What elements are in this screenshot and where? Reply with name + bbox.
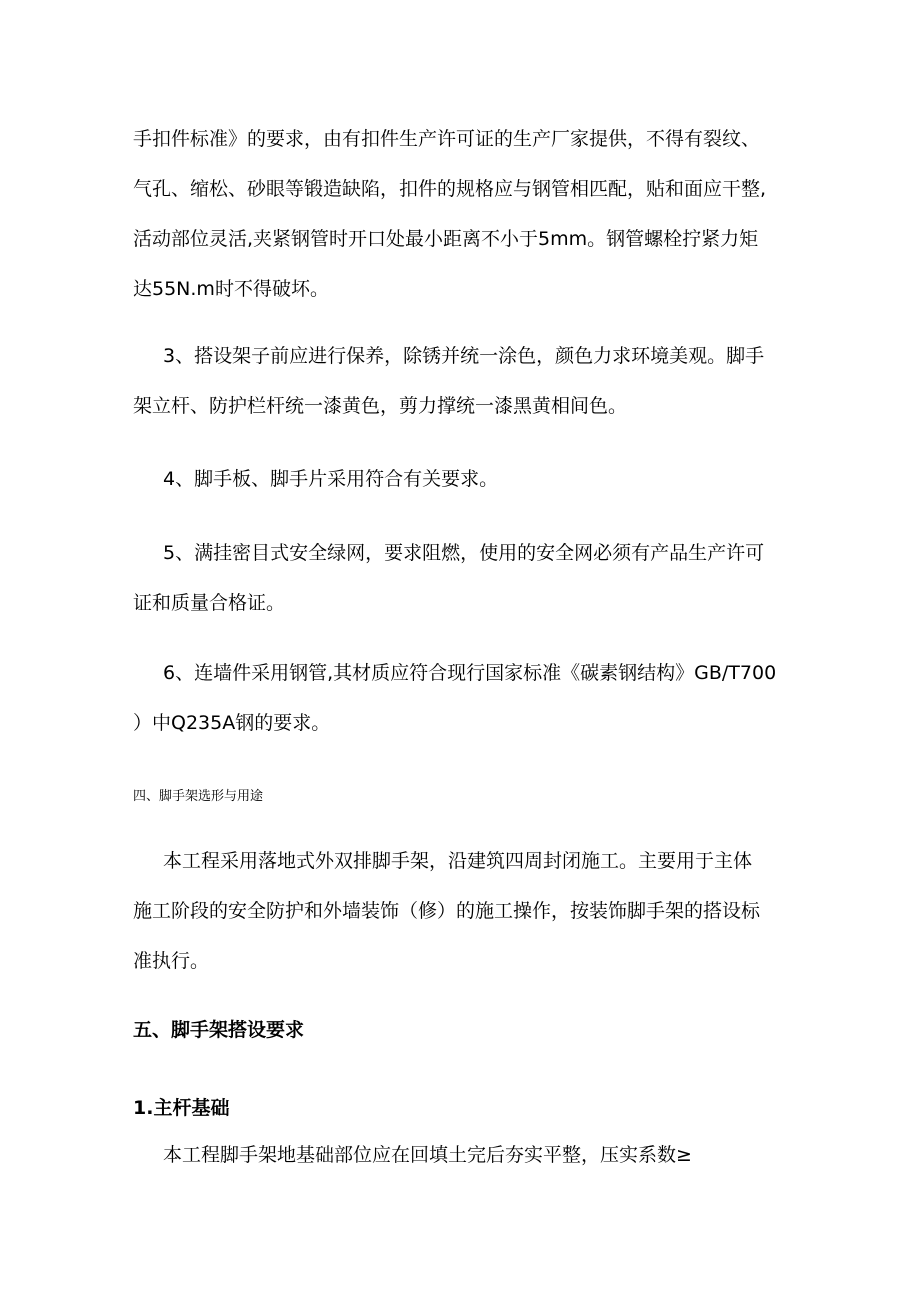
text-line: 证和质量合格证。: [133, 592, 286, 614]
text-line: 施工阶段的安全防护和外墙装饰（修）的施工操作，按装饰脚手架的搭设标: [133, 900, 761, 922]
text-line: 5、满挂密目式安全绿网，要求阻燃，使用的安全网必须有产品生产许可: [163, 542, 765, 564]
section-4-title: 四、脚手架选形与用途: [133, 789, 264, 804]
paragraph-foundation: [133, 1130, 805, 1180]
text-line: 6、连墙件采用钢管,其材质应符合现行国家标准《碳素钢结构》GB/T700: [163, 662, 777, 684]
paragraph-item-3: [133, 331, 805, 431]
text-line: 活动部位灵活,夹紧钢管时开口处最小距离不小于5mm。钢管螺栓拧紧力矩: [133, 228, 759, 250]
text-line: ）中Q235A钢的要求。: [133, 712, 331, 734]
text-line: 本工程采用落地式外双排脚手架，沿建筑四周封闭施工。主要用于主体: [163, 850, 753, 872]
text-line: 手扣件标准》的要求，由有扣件生产许可证的生产厂家提供，不得有裂纹、: [133, 128, 761, 150]
paragraph-scaffold-type: [133, 836, 805, 986]
paragraph-item-4: [133, 454, 805, 504]
paragraph-fastener-standard: [133, 114, 805, 314]
text-line: 4、脚手板、脚手片采用符合有关要求。: [163, 468, 499, 490]
subsection-1-title: 1.主杆基础: [133, 1097, 230, 1119]
paragraph-item-6: [133, 648, 805, 748]
paragraph-item-5: [133, 528, 805, 628]
text-line: 3、搭设架子前应进行保养，除锈并统一涂色，颜色力求环境美观。脚手: [163, 345, 765, 367]
text-line: 气孔、缩松、砂眼等锻造缺陷，扣件的规格应与钢管相匹配，贴和面应干整,: [133, 178, 767, 200]
text-line: 准执行。: [133, 950, 210, 972]
text-line: 达55N.m时不得破坏。: [133, 278, 329, 300]
section-5-title: 五、脚手架搭设要求: [133, 1019, 305, 1041]
text-line: 本工程脚手架地基础部位应在回填土完后夯实平整，压实系数≥: [163, 1144, 692, 1166]
text-line: 架立杆、防护栏杆统一漆黄色，剪力撑统一漆黑黄相间色。: [133, 395, 628, 417]
